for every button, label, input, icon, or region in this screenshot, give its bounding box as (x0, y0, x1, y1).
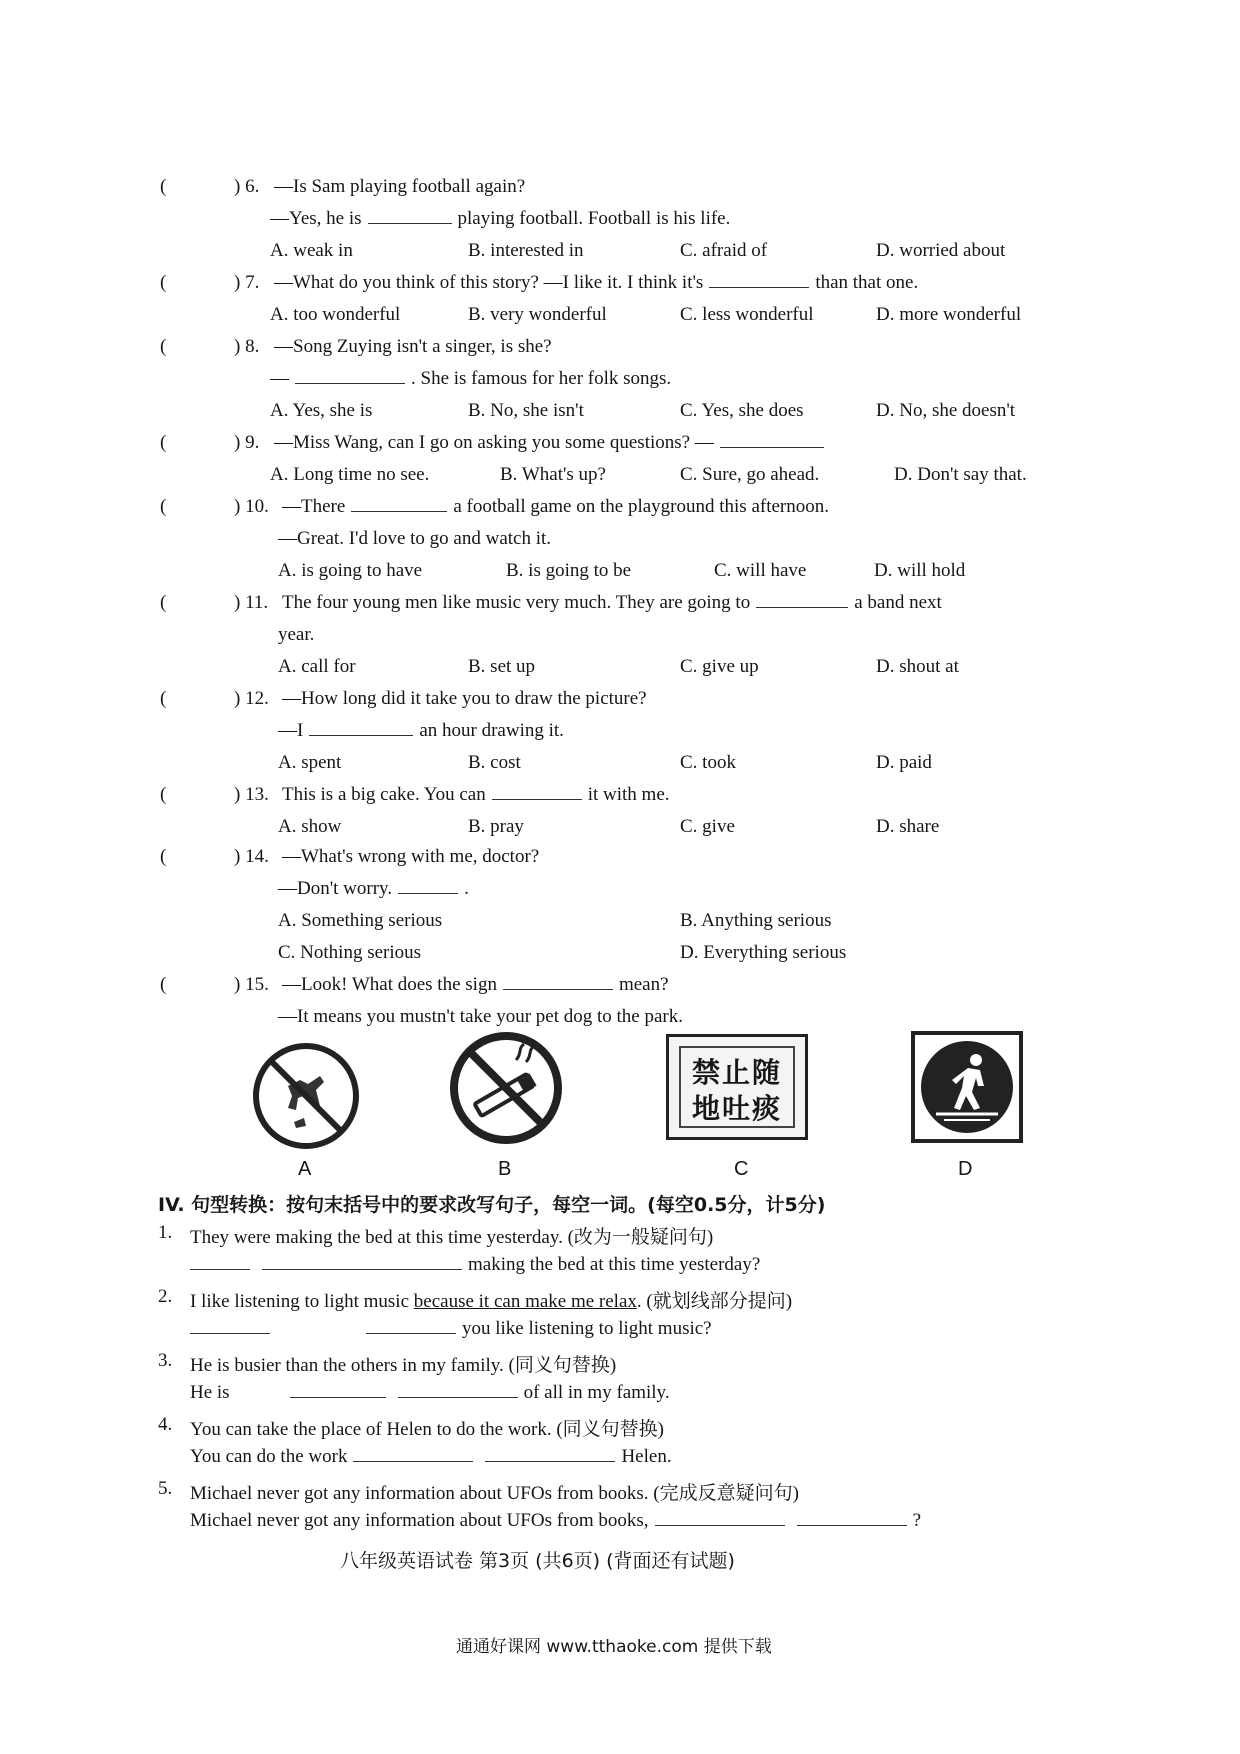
question-10-line2: —Great. I'd love to go and watch it. (278, 528, 552, 549)
question-11-line2: year. (278, 624, 315, 645)
question-11 (160, 592, 1100, 624)
answer-blank (720, 446, 824, 448)
answer-blank (756, 606, 848, 608)
question-text: — (270, 368, 289, 389)
question-text: The four young men like music very much. They are going to (282, 592, 751, 613)
answer-paren: ( (160, 496, 167, 517)
option-c: C. afraid of (680, 240, 768, 261)
question-text: —What do you think of this story? —I like it. I think it's (274, 272, 704, 293)
answer-blank (353, 1460, 473, 1462)
question-14-line2 (278, 878, 469, 910)
question-stem (282, 784, 670, 806)
question-stem: —Is Sam playing football again? (274, 176, 526, 197)
question-number: ) 10. (234, 496, 269, 517)
answer-blank (309, 734, 413, 736)
question-number: ) 6. (234, 176, 260, 197)
question-number: ) 12. (234, 688, 269, 709)
section-4-title: IV. 句型转换：按句末括号中的要求改写句子，每空一词。(每空0.5分，计5分) (158, 1194, 826, 1216)
option-b: B. What's up? (500, 464, 606, 485)
answer-paren: ( (160, 592, 167, 613)
question-6 (160, 176, 1100, 208)
transform-sentence: You can take the place of Helen to do the work. (同义句替换) (190, 1419, 665, 1440)
option-b: B. Anything serious (680, 910, 832, 931)
sign-label-d: D (958, 1158, 973, 1180)
transform-sentence: They were making the bed at this time yesterday. (改为一般疑问句) (190, 1227, 714, 1248)
transform-sentence (190, 1286, 792, 1313)
option-a: A. weak in (270, 240, 353, 261)
option-b: B. cost (468, 752, 521, 773)
transform-number: 1. (158, 1222, 173, 1243)
question-stem: —What's wrong with me, doctor? (282, 846, 540, 867)
answer-text: Helen. (621, 1446, 672, 1467)
answer-blank (290, 1396, 386, 1398)
question-text: —There (282, 496, 346, 517)
question-text: . (464, 878, 469, 899)
answer-blank (190, 1332, 270, 1334)
option-a: A. Something serious (278, 910, 443, 931)
answer-blank (655, 1524, 785, 1526)
option-a: A. show (278, 816, 342, 837)
question-number: ) 7. (234, 272, 260, 293)
option-d: D. No, she doesn't (876, 400, 1016, 421)
answer-blank (366, 1332, 456, 1334)
question-text: —Don't worry. (278, 878, 393, 899)
transform-number: 5. (158, 1478, 173, 1499)
option-d: D. share (876, 816, 940, 837)
answer-paren: ( (160, 688, 167, 709)
sentence-text: I like listening to light music (190, 1291, 414, 1312)
question-9 (160, 432, 1100, 464)
transform-answer-line (190, 1510, 921, 1532)
answer-paren: ( (160, 176, 167, 197)
sign-text-line2: 地吐痰 (691, 1092, 782, 1125)
question-10 (160, 496, 1100, 528)
transform-number: 3. (158, 1350, 173, 1371)
question-stem (274, 272, 918, 294)
question-number: ) 11. (234, 592, 269, 613)
question-7 (160, 272, 1100, 304)
question-12 (160, 688, 1100, 720)
transform-sentence: Michael never got any information about UFOs from books. (完成反意疑问句) (190, 1483, 799, 1504)
option-a: A. Yes, she is (270, 400, 373, 421)
answer-blank (492, 798, 582, 800)
sign-label-a: A (298, 1158, 312, 1180)
question-15 (160, 974, 1100, 1006)
answer-blank (503, 988, 613, 990)
answer-blank (351, 510, 447, 512)
answer-blank (368, 222, 452, 224)
option-d: D. paid (876, 752, 932, 773)
question-number: ) 13. (234, 784, 269, 805)
option-d: D. worried about (876, 240, 1006, 261)
option-b: B. interested in (468, 240, 584, 261)
answer-blank (398, 1396, 518, 1398)
option-c: C. less wonderful (680, 304, 814, 325)
option-c: C. will have (714, 560, 807, 581)
transform-answer-line (190, 1254, 760, 1276)
option-c: C. give up (680, 656, 759, 677)
option-b: B. set up (468, 656, 536, 677)
question-12-line2 (278, 720, 564, 752)
option-a: A. spent (278, 752, 342, 773)
answer-blank (262, 1268, 462, 1270)
option-d: D. shout at (876, 656, 959, 677)
sign-label-c: C (734, 1158, 749, 1180)
question-8 (160, 336, 1100, 368)
question-number: ) 14. (234, 846, 269, 867)
answer-text: He is (190, 1382, 230, 1403)
underlined-phrase: because it can make me relax (413, 1291, 637, 1312)
question-text: —Look! What does the sign (282, 974, 497, 995)
question-13 (160, 784, 1100, 816)
question-text: a football game on the playground this afternoon. (453, 496, 829, 517)
question-stem (274, 432, 830, 454)
question-text: —I (278, 720, 304, 741)
question-text: mean? (618, 974, 669, 995)
answer-blank (398, 892, 458, 894)
question-stem (282, 496, 829, 518)
option-a: A. is going to have (278, 560, 423, 581)
question-number: ) 8. (234, 336, 260, 357)
answer-paren: ( (160, 784, 167, 805)
download-watermark: 通通好课网 www.tthaoke.com 提供下载 (456, 1637, 772, 1657)
answer-text: of all in my family. (523, 1382, 670, 1403)
answer-text: Michael never got any information about UFOs from books, (190, 1510, 649, 1531)
answer-blank (797, 1524, 907, 1526)
option-d: D. will hold (874, 560, 966, 581)
question-text: a band next (854, 592, 942, 613)
question-text: —Miss Wang, can I go on asking you some questions? — (274, 432, 714, 453)
question-text: than that one. (815, 272, 919, 293)
page-footer: 八年级英语试卷 第3页 (共6页) (背面还有试题) (340, 1550, 735, 1572)
answer-blank (190, 1268, 250, 1270)
question-number: ) 9. (234, 432, 260, 453)
answer-paren: ( (160, 846, 167, 867)
option-b: B. pray (468, 816, 524, 837)
question-14 (160, 846, 1100, 878)
question-text: an hour drawing it. (419, 720, 564, 741)
no-spitting-sign (666, 1034, 808, 1140)
question-stem: —How long did it take you to draw the picture? (282, 688, 647, 709)
answer-text: ? (912, 1510, 921, 1531)
option-d: D. more wonderful (876, 304, 1022, 325)
pedestrian-sign-icon (910, 1030, 1024, 1144)
option-b: B. is going to be (506, 560, 632, 581)
option-c: C. Sure, go ahead. (680, 464, 820, 485)
option-c: C. give (680, 816, 735, 837)
question-8-line2 (270, 368, 671, 400)
transform-answer-line (190, 1318, 712, 1340)
question-stem (282, 974, 669, 996)
answer-text: You can do the work (190, 1446, 348, 1467)
question-6-line2 (270, 208, 730, 240)
option-b: B. very wonderful (468, 304, 607, 325)
option-c: C. took (680, 752, 736, 773)
answer-text: making the bed at this time yesterday? (468, 1254, 761, 1275)
no-dogs-sign-icon (250, 1040, 362, 1152)
transform-answer-line (190, 1382, 670, 1404)
answer-paren: ( (160, 432, 167, 453)
sign-text-line1: 禁止随 (691, 1056, 782, 1089)
question-number: ) 15. (234, 974, 269, 995)
answer-blank (709, 286, 809, 288)
question-15-line2: —It means you mustn't take your pet dog to the park. (278, 1006, 683, 1027)
answer-paren: ( (160, 336, 167, 357)
answer-paren: ( (160, 974, 167, 995)
transform-number: 2. (158, 1286, 173, 1307)
answer-blank (295, 382, 405, 384)
option-d: D. Everything serious (680, 942, 847, 963)
option-d: D. Don't say that. (894, 464, 1027, 485)
transform-number: 4. (158, 1414, 173, 1435)
question-text: . She is famous for her folk songs. (411, 368, 672, 389)
option-a: A. Long time no see. (270, 464, 430, 485)
option-c: C. Yes, she does (680, 400, 804, 421)
answer-text: you like listening to light music? (462, 1318, 712, 1339)
option-b: B. No, she isn't (468, 400, 584, 421)
question-text: —Yes, he is (270, 208, 362, 229)
sentence-text: . (就划线部分提问) (636, 1291, 793, 1312)
question-text: This is a big cake. You can (282, 784, 486, 805)
option-c: C. Nothing serious (278, 942, 422, 963)
question-stem: —Song Zuying isn't a singer, is she? (274, 336, 552, 357)
option-a: A. call for (278, 656, 356, 677)
question-text: playing football. Football is his life. (457, 208, 731, 229)
question-text: it with me. (587, 784, 670, 805)
answer-blank (485, 1460, 615, 1462)
transform-answer-line (190, 1446, 672, 1468)
no-smoking-sign-icon (448, 1030, 564, 1146)
option-a: A. too wonderful (270, 304, 401, 325)
transform-sentence: He is busier than the others in my family. (同义句替换) (190, 1355, 617, 1376)
question-stem (282, 592, 942, 614)
sign-label-b: B (498, 1158, 512, 1180)
answer-paren: ( (160, 272, 167, 293)
